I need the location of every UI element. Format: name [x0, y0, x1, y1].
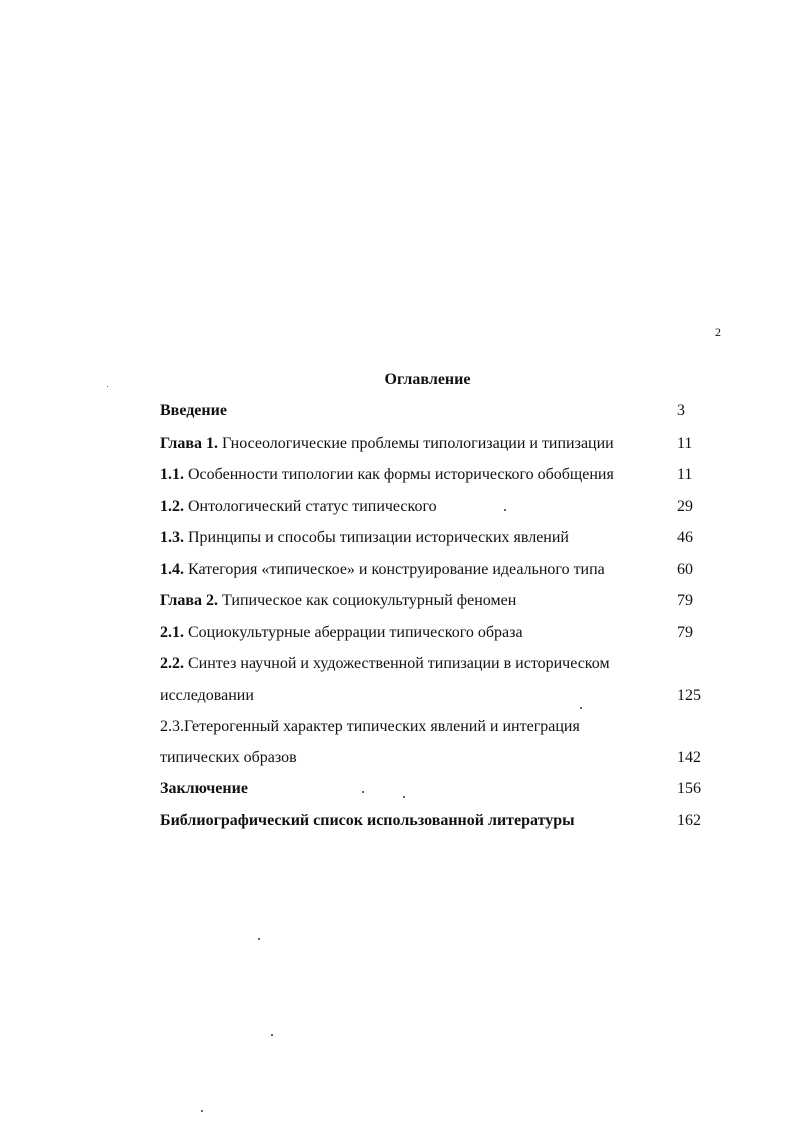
scan-speck	[362, 791, 364, 793]
toc-entry-page: 11	[677, 466, 693, 483]
toc-entry-intro	[160, 401, 227, 421]
scan-speck	[403, 796, 405, 798]
toc-entry-text: 2.3.Гетерогенный характер типических явлений и интеграция	[160, 718, 580, 735]
toc-entry-text: Заключение	[160, 780, 248, 797]
scan-speck	[107, 386, 108, 387]
toc-entry-number: 1.4.	[160, 561, 184, 578]
toc-entry-page: 3	[677, 402, 685, 419]
toc-entry-2-2	[160, 654, 610, 674]
toc-entry-page: 60	[677, 561, 693, 578]
toc-entry-text: Особенности типологии как формы исторического обобщения	[184, 466, 614, 483]
toc-entry-chapter-1	[160, 434, 614, 454]
toc-entry-number: 1.2.	[160, 498, 184, 515]
toc-entry-1-3	[160, 528, 569, 548]
toc-entry-number: Глава 1.	[160, 435, 218, 452]
toc-entry-page: 29	[677, 498, 693, 515]
toc-entry-number: 2.2.	[160, 655, 184, 672]
toc-entry-text: Онтологический статус типического	[184, 498, 437, 515]
toc-entry-page: 125	[677, 687, 701, 704]
toc-entry-text: Синтез научной и художественной типизации в историческом	[184, 655, 610, 672]
toc-entry-number: 1.1.	[160, 466, 184, 483]
toc-entry-page: 79	[677, 624, 693, 641]
toc-entry-text: Введение	[160, 402, 227, 419]
scan-speck	[271, 1034, 273, 1036]
toc-entry-page: 46	[677, 529, 693, 546]
toc-entry-number: Глава 2.	[160, 592, 218, 609]
toc-entry-text: Социокультурные аберрации типического образа	[184, 624, 523, 641]
toc-entry-2-1	[160, 623, 523, 643]
toc-entry-number: 2.1.	[160, 624, 184, 641]
toc-entry-conclusion	[160, 779, 248, 799]
toc-entry-1-2	[160, 497, 437, 517]
toc-entry-2-3	[160, 717, 580, 737]
toc-entry-number: 1.3.	[160, 529, 184, 546]
toc-entry-text-continued: типических образов	[160, 749, 297, 766]
toc-entry-page: 79	[677, 592, 693, 609]
toc-entry-page: 156	[677, 780, 701, 797]
scan-speck	[258, 938, 260, 940]
toc-entry-text: Типическое как социокультурный феномен	[218, 592, 517, 609]
toc-entry-page: 142	[677, 749, 701, 766]
scan-speck	[580, 707, 582, 709]
toc-entry-text: Гносеологические проблемы типологизации и типизации	[218, 435, 614, 452]
toc-entry-bibliography	[160, 811, 575, 831]
toc-entry-text: Принципы и способы типизации исторических явлений	[184, 529, 569, 546]
scan-speck	[201, 1110, 203, 1112]
toc-entry-chapter-2	[160, 591, 516, 611]
page-number: 2	[715, 325, 721, 339]
toc-title: Оглавление	[384, 371, 471, 388]
toc-entry-1-4	[160, 560, 605, 580]
toc-entry-page: 11	[677, 435, 693, 452]
toc-entry-page: 162	[677, 812, 701, 829]
scan-speck	[504, 509, 506, 511]
toc-entry-1-1	[160, 465, 614, 485]
toc-entry-text-continued: исследовании	[160, 687, 254, 704]
toc-entry-text: Категория «типическое» и конструирование идеального типа	[184, 561, 605, 578]
toc-entry-text: Библиографический список использованной литературы	[160, 812, 575, 829]
